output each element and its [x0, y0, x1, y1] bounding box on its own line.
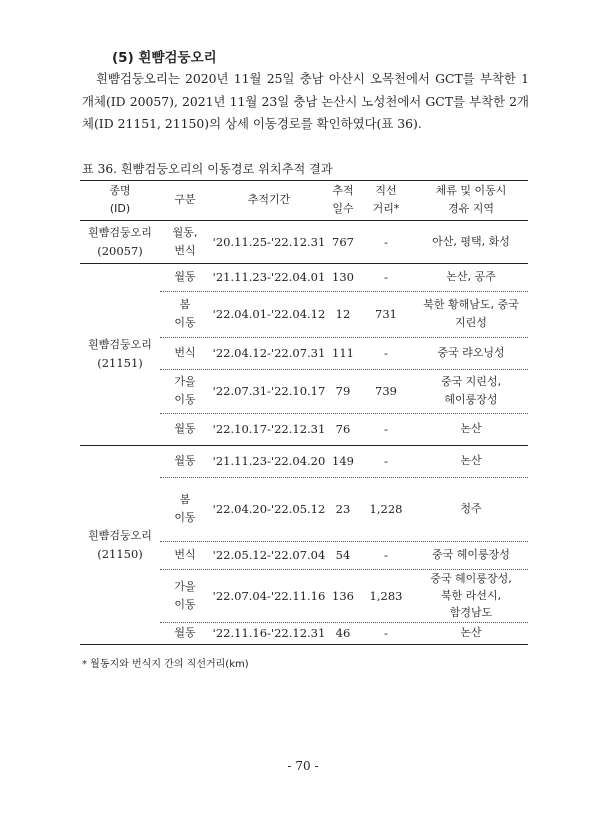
period-cell: '22.10.17-'22.12.31 — [212, 422, 326, 436]
days-cell: 23 — [335, 502, 351, 516]
category-cell: 월동 — [174, 626, 196, 639]
period-cell: '22.04.01-'22.04.12 — [212, 307, 326, 321]
days-cell: 76 — [335, 422, 351, 436]
category-cell: 번식 — [174, 548, 196, 561]
area-cell: 북한 황해남도, 중국 지린성 — [423, 298, 519, 329]
area-cell: 중국 헤이룽장성 — [432, 548, 510, 561]
body-paragraph: 흰뺨검둥오리는 2020년 11월 25일 충남 아산시 오목천에서 GCT를 부착한 1개체(ID 20057), 2021년 11월 23일 충남 논산시 노성천에서 GCT를 부착한 2개체(ID 21151, 21150)의 상세 이동경로를 확인하였다(표 36). — [82, 71, 529, 131]
distance-cell: 1,283 — [369, 588, 403, 603]
period-cell: '21.11.23-'22.04.20 — [212, 454, 326, 468]
species-cell: 흰뺨검둥오리 (20057) — [88, 225, 152, 258]
category-cell: 번식 — [174, 346, 196, 359]
days-cell: 79 — [335, 384, 351, 398]
section-heading: (5) 흰뺨검둥오리 — [112, 50, 217, 66]
area-cell: 중국 지린성, 헤이룽장성 — [440, 375, 502, 406]
tracking-table — [80, 180, 528, 646]
distance-cell: - — [384, 234, 388, 249]
category-cell: 월동 — [174, 454, 196, 467]
table-caption: 표 36. 흰뺨검둥오리의 이동경로 위치추적 결과 — [82, 162, 333, 176]
category-cell: 가을 이동 — [174, 579, 196, 611]
header-distance: 직선 거리* — [372, 184, 400, 215]
header-period: 추적기간 — [247, 193, 291, 206]
header-days: 추적 일수 — [332, 184, 354, 215]
area-cell: 논산 — [460, 454, 482, 467]
area-cell: 청주 — [460, 502, 482, 515]
table-footnote: * 월동지와 번식지 간의 직선거리(km) — [82, 659, 249, 670]
days-cell: 111 — [332, 346, 354, 360]
period-cell: '22.07.31-'22.10.17 — [212, 384, 326, 398]
period-cell: '22.04.12-'22.07.31 — [212, 346, 326, 360]
area-cell: 논산, 공주 — [446, 270, 496, 283]
species-cell: 흰뺨검둥오리 (21150) — [88, 528, 152, 561]
days-cell: 54 — [335, 548, 351, 562]
page-number: - 70 - — [287, 759, 319, 773]
days-cell: 767 — [332, 234, 354, 249]
category-cell: 봄 이동 — [174, 493, 196, 524]
distance-cell: - — [384, 422, 388, 436]
area-cell: 논산 — [460, 626, 482, 639]
category-cell: 가을 이동 — [174, 375, 196, 406]
distance-cell: - — [384, 270, 388, 284]
table-bottom-rule — [80, 644, 528, 645]
header-category: 구분 — [174, 193, 196, 206]
distance-cell: 1,228 — [369, 502, 403, 516]
period-cell: '22.04.20-'22.05.12 — [212, 502, 326, 516]
days-cell: 149 — [332, 454, 354, 468]
distance-cell: - — [384, 346, 388, 360]
days-cell: 130 — [332, 270, 354, 284]
category-cell: 봄 이동 — [174, 298, 196, 329]
area-cell: 아산, 평택, 화성 — [432, 234, 510, 248]
period-cell: '22.07.04-'22.11.16 — [212, 588, 326, 603]
days-cell: 136 — [332, 588, 354, 603]
area-cell: 중국 랴오닝성 — [437, 346, 505, 359]
distance-cell: 739 — [375, 384, 397, 398]
distance-cell: - — [384, 626, 388, 640]
distance-cell: - — [384, 548, 388, 562]
distance-cell: 731 — [375, 307, 397, 321]
area-cell: 논산 — [460, 422, 482, 435]
days-cell: 12 — [335, 307, 351, 321]
category-cell: 월동 — [174, 270, 196, 283]
distance-cell: - — [384, 454, 388, 468]
category-cell: 월동, 번식 — [172, 225, 198, 257]
header-area: 체류 및 이동시 경유 지역 — [435, 184, 507, 215]
period-cell: '22.05.12-'22.07.04 — [212, 548, 326, 562]
area-cell: 중국 헤이룽장성, 북한 라선시, 함경남도 — [430, 572, 512, 619]
species-cell: 흰뺨검둥오리 (21151) — [88, 338, 152, 370]
period-cell: '21.11.23-'22.04.01 — [212, 270, 326, 284]
header-species: 종명 (ID) — [109, 184, 131, 215]
category-cell: 월동 — [174, 422, 196, 435]
period-cell: '20.11.25-'22.12.31 — [212, 234, 326, 249]
days-cell: 46 — [335, 626, 351, 640]
period-cell: '22.11.16-'22.12.31 — [212, 626, 326, 640]
